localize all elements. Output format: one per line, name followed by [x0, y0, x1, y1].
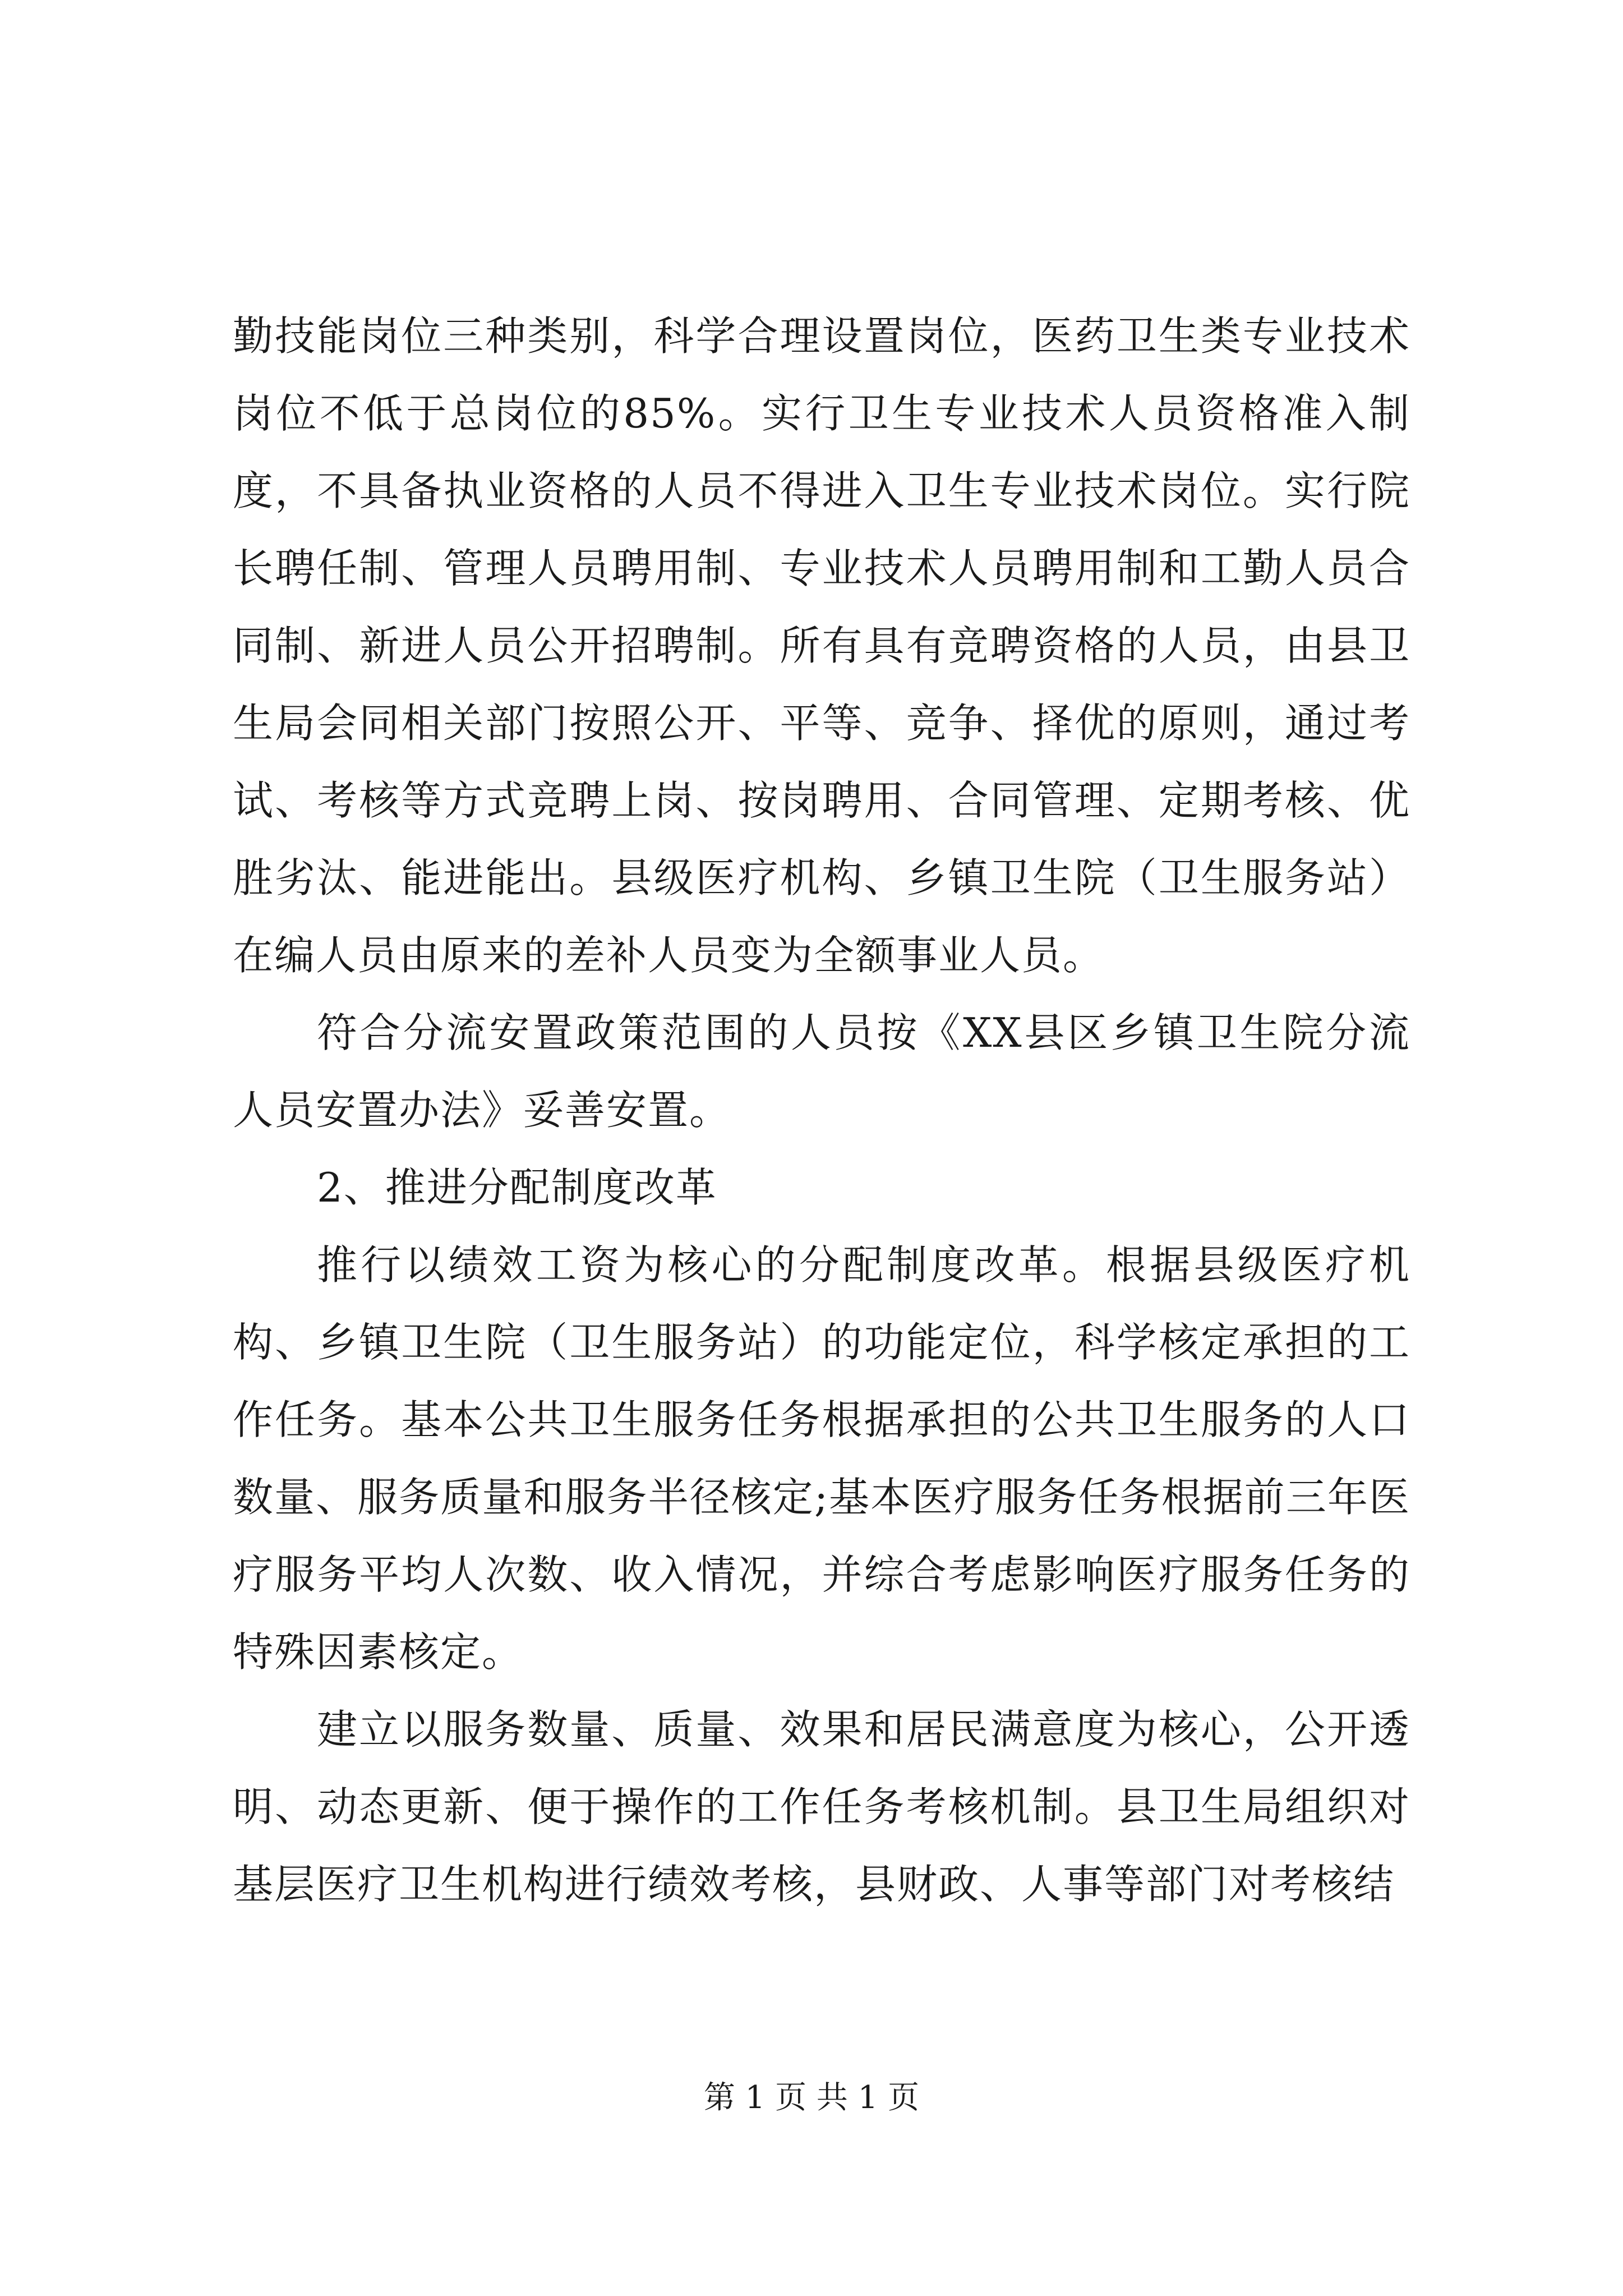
paragraph-distribution-reform: 推行以绩效工资为核心的分配制度改革。根据县级医疗机构、乡镇卫生院（卫生服务站）的功能定位，科学核定承担的工作任务。基本公共卫生服务任务根据承担的公共卫生服务的人口数量、服务质量和服务半径核定;基本医疗服务任务根据前三年医疗服务平均人次数、收入情况，并综合考虑影响医疗服务任务的特殊因素核定。 — [233, 1241, 1410, 1676]
section-heading: 2、推进分配制度改革 — [317, 1164, 717, 1211]
paragraph-diversion-placement: 符合分流安置政策范围的人员按《XX县区乡镇卫生院分流人员安置办法》妥善安置。 — [233, 1009, 1410, 1134]
page-footer: 第 1 页 共 1 页 — [703, 2079, 920, 2116]
paragraph-assessment-mechanism: 建立以服务数量、质量、效果和居民满意度为核心，公开透明、动态更新、便于操作的工作任务考核机制。县卫生局组织对基层医疗卫生机构进行绩效考核，县财政、人事等部门对考核结 — [233, 1706, 1410, 1908]
document-body — [233, 297, 1410, 1923]
paragraph-continuation: 勤技能岗位三种类别，科学合理设置岗位，医药卫生类专业技术岗位不低于总岗位的85%。实行卫生专业技术人员资格准入制度，不具备执业资格的人员不得进入卫生专业技术岗位。实行院长聘任制、管理人员聘用制、专业技术人员聘用制和工勤人员合同制、新进人员公开招聘制。所有具有竞聘资格的人员，由县卫生局会同相关部门按照公开、平等、竞争、择优的原则，通过考试、考核等方式竞聘上岗、按岗聘用、合同管理、定期考核、优胜劣汰、能进能出。县级医疗机构、乡镇卫生院（卫生服务站）在编人员由原来的差补人员变为全额事业人员。 — [233, 312, 1410, 979]
